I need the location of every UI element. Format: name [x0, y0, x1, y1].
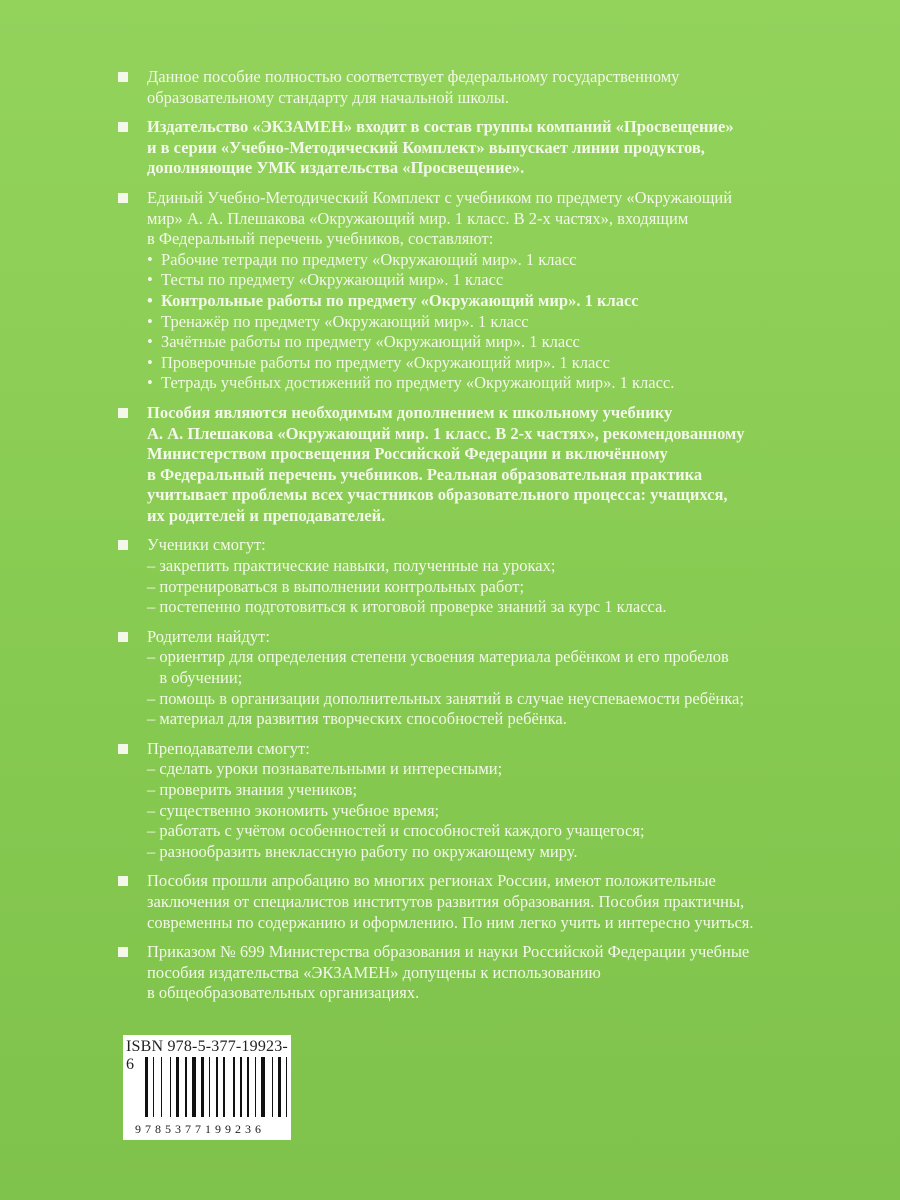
paragraph-line: – сделать уроки познавательными и интересными; — [147, 759, 503, 779]
list-item: • Контрольные работы по предмету «Окружающий мир». 1 класс — [147, 290, 639, 310]
paragraph-line: заключения от специалистов институтов развития образования. Пособия практичны, — [147, 891, 745, 911]
paragraph-line: Пособия прошли апробацию во многих регионах России, имеют положительные — [147, 871, 716, 891]
list-item-text: Тесты по предмету «Окружающий мир». 1 класс — [161, 270, 504, 290]
list-item: • Тесты по предмету «Окружающий мир». 1 класс — [147, 270, 504, 290]
paragraph-line: – работать с учётом особенностей и способностей каждого учащегося; — [147, 821, 645, 841]
paragraph-line: – существенно экономить учебное время; — [147, 800, 440, 820]
paragraph-line: – потренироваться в выполнении контрольных работ; — [147, 576, 525, 596]
paragraph-line: в Федеральный перечень учебников, составляют: — [147, 229, 494, 249]
list-item-text: Проверочные работы по предмету «Окружающий мир». 1 класс — [161, 352, 610, 372]
paragraph-line: Приказом № 699 Министерства образования и науки Российской Федерации учебные — [147, 942, 750, 962]
paragraph-line: учитывает проблемы всех участников образовательного процесса: учащихся, — [147, 485, 728, 505]
paragraph-line: в обучении; — [147, 668, 243, 688]
paragraph-line: Родители найдут: — [147, 626, 270, 646]
info-paragraph — [115, 67, 875, 108]
barcode-bar — [192, 1057, 196, 1117]
paragraph-line: – разнообразить внеклассную работу по окружающему миру. — [147, 841, 578, 861]
paragraph-line: – ориентир для определения степени усвоения материала ребёнком и его пробелов — [147, 647, 729, 667]
square-bullet-icon — [118, 540, 128, 550]
list-item: • Проверочные работы по предмету «Окружающий мир». 1 класс — [147, 352, 610, 372]
barcode-bar — [209, 1057, 210, 1117]
barcode-bar — [255, 1057, 256, 1117]
info-paragraph — [115, 403, 875, 527]
list-item-text: Контрольные работы по предмету «Окружающий мир». 1 класс — [161, 290, 639, 310]
barcode-bar — [145, 1057, 148, 1117]
paragraph-line: их родителей и преподавателей. — [147, 505, 386, 525]
square-bullet-icon — [118, 122, 128, 132]
list-item: • Зачётные работы по предмету «Окружающий мир». 1 класс — [147, 332, 580, 352]
list-item-text: Тетрадь учебных достижений по предмету «Окружающий мир». 1 класс. — [161, 373, 675, 393]
square-bullet-icon — [118, 408, 128, 418]
isbn-barcode — [123, 1035, 291, 1140]
barcode-bars — [145, 1057, 270, 1117]
square-bullet-icon — [118, 947, 128, 957]
paragraph-line: Министерством просвещения Российской Федерации и включённому — [147, 444, 668, 464]
info-paragraph — [115, 871, 875, 933]
paragraph-line: – помощь в организации дополнительных занятий в случае неуспеваемости ребёнка; — [147, 688, 744, 708]
list-item-text: Тренажёр по предмету «Окружающий мир». 1 класс — [161, 311, 529, 331]
barcode-bar — [278, 1057, 281, 1117]
info-paragraph — [115, 117, 875, 179]
barcode-bar — [247, 1057, 248, 1117]
square-bullet-icon — [118, 193, 128, 203]
barcode-digits: 9785377199236 — [135, 1122, 265, 1136]
paragraph-line: – проверить знания учеников; — [147, 780, 358, 799]
list-item-text: Рабочие тетради по предмету «Окружающий мир». 1 класс — [161, 249, 577, 269]
paragraph-line: Издательство «ЭКЗАМЕН» входит в состав группы компаний «Просвещение» — [147, 117, 734, 137]
info-paragraph — [115, 942, 875, 1004]
square-bullet-icon — [118, 632, 128, 642]
list-item: • Рабочие тетради по предмету «Окружающий мир». 1 класс — [147, 249, 577, 269]
list-item-text: Зачётные работы по предмету «Окружающий мир». 1 класс — [161, 332, 580, 352]
paragraph-line: Данное пособие полностью соответствует федеральному государственному — [147, 67, 680, 86]
paragraph-line: в Федеральный перечень учебников. Реальная образовательная практика — [147, 464, 703, 484]
barcode-bar — [216, 1057, 217, 1117]
barcode-bar — [272, 1057, 273, 1117]
back-cover-text — [115, 67, 875, 1013]
paragraph-line: современны по содержанию и оформлению. По ним легко учить и интересно учиться. — [147, 912, 754, 932]
paragraph-line: пособия издательства «ЭКЗАМЕН» допущены к использованию — [147, 962, 601, 982]
paragraph-line: образовательному стандарту для начальной школы. — [147, 87, 510, 107]
paragraph-line: и в серии «Учебно-Методический Комплект» выпускает линии продуктов, — [147, 137, 705, 157]
paragraph-line: дополняющие УМК издательства «Просвещение». — [147, 158, 525, 178]
paragraph-line: Пособия являются необходимым дополнением к школьному учебнику — [147, 402, 673, 422]
paragraph-line: Единый Учебно-Методический Комплект с учебником по предмету «Окружающий — [147, 187, 733, 207]
barcode-bar — [223, 1057, 226, 1117]
barcode-bar — [286, 1057, 287, 1117]
isbn-label: ISBN 978-5-377-19923-6 — [126, 1038, 288, 1073]
paragraph-line: мир» А. А. Плешакова «Окружающий мир. 1 класс. В 2-х частях», входящим — [147, 208, 689, 228]
square-bullet-icon — [118, 72, 128, 82]
paragraph-line: Преподаватели смогут: — [147, 738, 310, 758]
info-paragraph — [115, 739, 875, 863]
barcode-bar — [233, 1057, 234, 1117]
list-item: • Тренажёр по предмету «Окружающий мир». 1 класс — [147, 311, 529, 331]
paragraph-line: – постепенно подготовиться к итоговой проверке знаний за курс 1 класса. — [147, 597, 667, 617]
square-bullet-icon — [118, 744, 128, 754]
paragraph-line: Ученики смогут: — [147, 535, 266, 555]
paragraph-line: – закрепить практические навыки, полученные на уроках; — [147, 556, 556, 576]
barcode-bar — [240, 1057, 243, 1117]
paragraph-line: в общеобразовательных организациях. — [147, 983, 420, 1003]
barcode-bar — [176, 1057, 179, 1117]
list-item: • Тетрадь учебных достижений по предмету «Окружающий мир». 1 класс. — [147, 373, 675, 393]
barcode-bar — [170, 1057, 171, 1117]
square-bullet-icon — [118, 876, 128, 886]
info-paragraph — [115, 627, 875, 730]
info-paragraph — [115, 535, 875, 617]
info-paragraph — [115, 188, 875, 394]
barcode-bar — [261, 1057, 265, 1117]
paragraph-line: – материал для развития творческих способностей ребёнка. — [147, 709, 567, 729]
barcode-bar — [153, 1057, 154, 1117]
barcode-bar — [161, 1057, 162, 1117]
paragraph-line: А. А. Плешакова «Окружающий мир. 1 класс. В 2-х частях», рекомендованному — [147, 423, 745, 443]
barcode-bar — [185, 1057, 186, 1117]
barcode-bar — [201, 1057, 204, 1117]
